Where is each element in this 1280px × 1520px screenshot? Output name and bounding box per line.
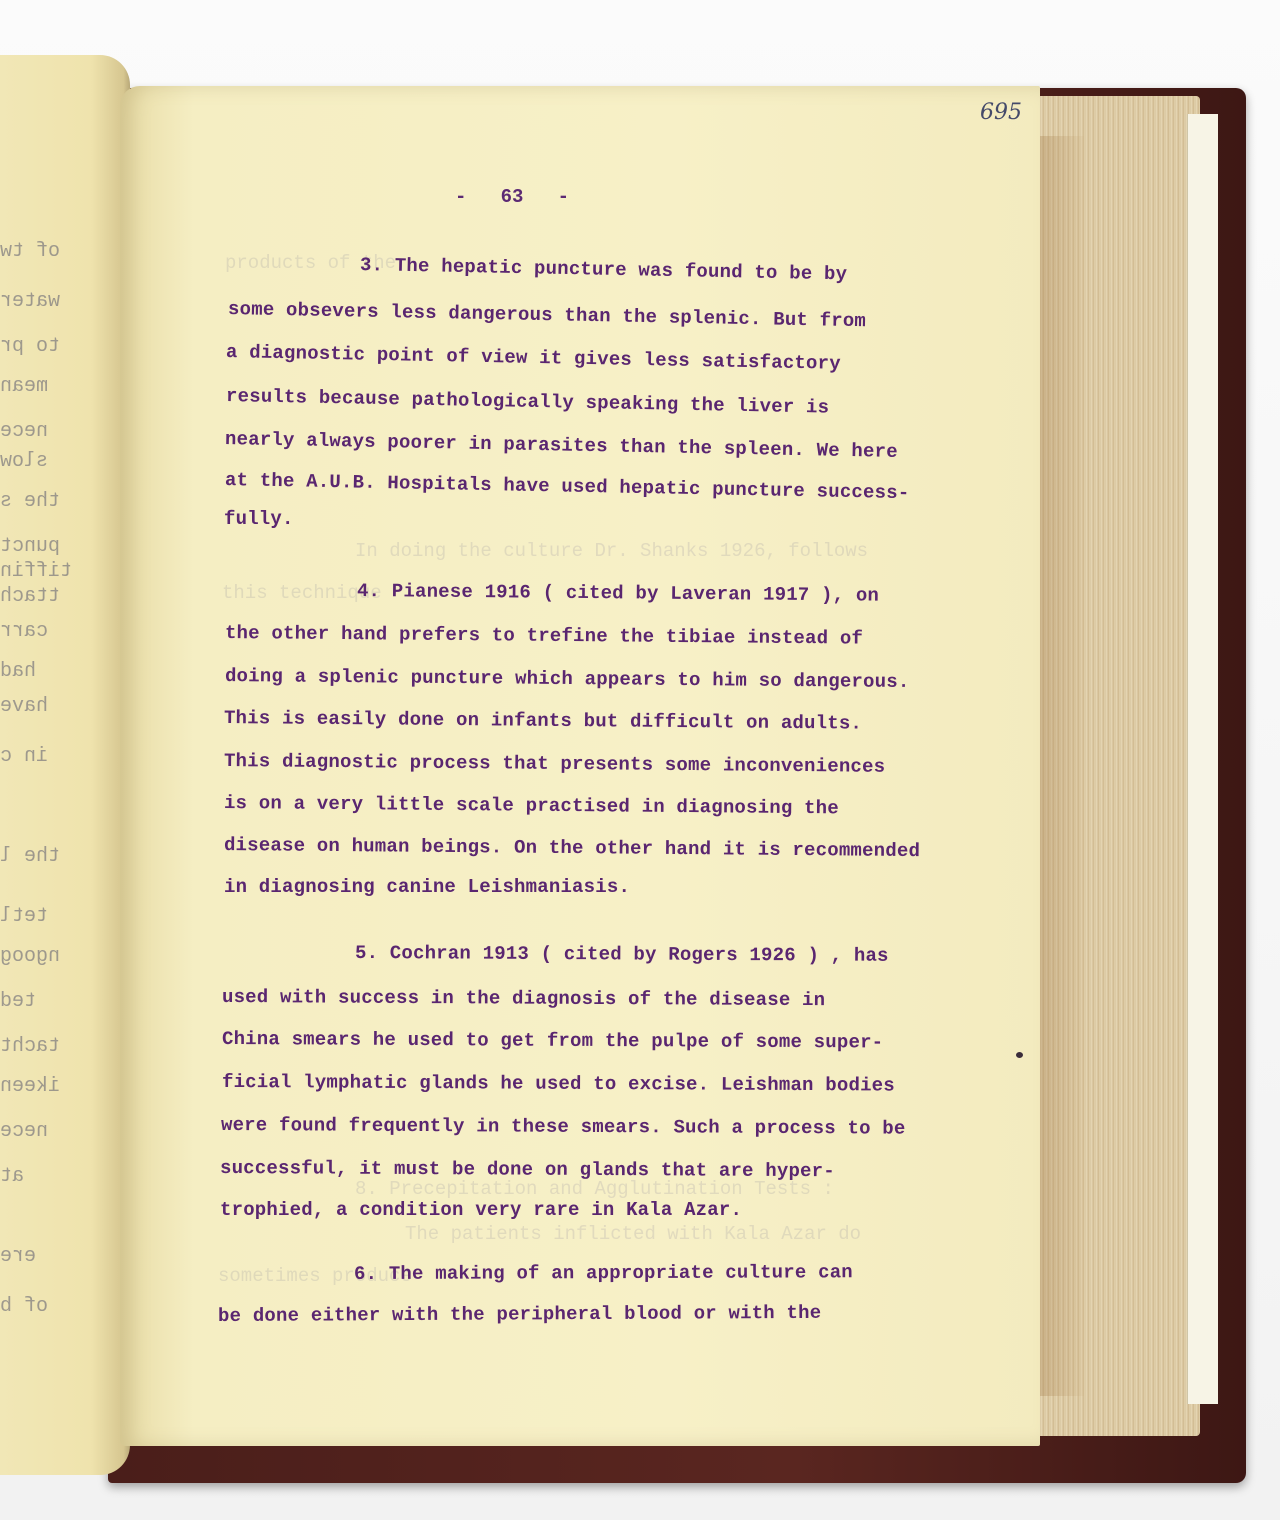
bleed-through-text: In doing the culture Dr. Shanks 1926, follows [355, 540, 869, 562]
text-line: This diagnostic process that presents some inconveniences [223, 750, 886, 778]
facing-page-fragment: carr [0, 620, 49, 643]
facing-page-fragment: tiffin [0, 560, 73, 583]
page-edge-stain [1034, 136, 1084, 1396]
facing-page-fragment: mean [0, 375, 49, 398]
facing-page-fragment: of tw [0, 240, 61, 263]
text-line: 6. The making of an appropriate culture can [353, 1261, 853, 1285]
facing-page-fragment: ere [0, 1245, 37, 1268]
text-line: some obsevers less dangerous than the splenic. But from [227, 298, 867, 333]
facing-page-fragment: had [0, 660, 37, 683]
facing-page-fragment: in c [0, 745, 49, 768]
text-line: results because pathologically speaking the liver is [225, 385, 830, 419]
text-line: China smears he used to get from the pulpe of some super- [221, 1028, 884, 1054]
bleed-through-text: products of the [225, 252, 397, 274]
facing-page-fragment: to pr [0, 335, 61, 358]
facing-page-fragment: of b [0, 1295, 49, 1318]
bleed-through-text: 8. Precepitation and Agglutination Tests : [355, 1178, 834, 1200]
facing-page-fragment: ted [0, 990, 37, 1013]
facing-page-fragment: ikeen [0, 1075, 61, 1098]
text-line: doing a splenic puncture which appears to him so dangerous. [224, 665, 910, 693]
text-line: 5. Cochran 1913 ( cited by Rogers 1926 ) , has [354, 942, 889, 967]
facing-page [0, 55, 130, 1475]
text-line: ficial lymphatic glands he used to excise. Leishman bodies [221, 1071, 895, 1097]
text-line: a diagnostic point of view it gives less satisfactory [225, 341, 842, 375]
page-number: - 63 - [455, 186, 570, 208]
facing-page-fragment: the s [0, 490, 61, 513]
text-line: disease on human beings. On the other hand it is recommended [223, 834, 921, 863]
text-line: were found frequently in these smears. Such a process to be [220, 1114, 906, 1140]
facing-page-fragment: the l [0, 845, 61, 868]
inserted-sheet-edge [1187, 114, 1218, 1404]
text-line: This is easily done on infants but difficult on adults. [223, 707, 863, 735]
text-line: trophied, a condition very rare in Kala Azar. [220, 1199, 743, 1221]
text-line: 3. The hepatic puncture was found to be by [359, 254, 848, 286]
text-line: 4. Pianese 1916 ( cited by Laveran 1917 ), on [356, 580, 880, 607]
facing-page-fragment: nece [0, 1120, 49, 1143]
text-line: in diagnosing canine Leishmaniasis. [224, 876, 631, 898]
ink-spot [1016, 1052, 1023, 1058]
text-line: is on a very little scale practised in diagnosing the [223, 792, 839, 820]
text-line: the other hand prefers to trefine the tibiae instead of [224, 622, 864, 650]
bleed-through-text: The patients inflicted with Kala Azar do [405, 1223, 862, 1245]
page-edges [1030, 96, 1200, 1436]
facing-page-fragment: nece [0, 420, 49, 443]
facing-page-fragment: punct [0, 535, 61, 558]
text-line: at the A.U.B. Hospitals have used hepatic puncture success- [224, 469, 910, 505]
facing-page-fragment: at [0, 1165, 25, 1188]
facing-page-fragment: ttach [0, 585, 61, 608]
bleed-through-text: sometimes produce [218, 1265, 412, 1287]
facing-page-fragment: tacht [0, 1035, 61, 1058]
bleed-through-text: this technique [222, 582, 382, 604]
text-line: fully. [224, 508, 294, 530]
facing-page-fragment: ngoog [0, 945, 61, 968]
text-line: successful, it must be done on glands that are hyper- [219, 1157, 835, 1183]
facing-page-fragment: water [0, 290, 61, 313]
text-line: nearly always poorer in parasites than the spleen. We here [224, 428, 899, 463]
facing-page-fragment: slow [0, 450, 49, 473]
facing-page-fragment: have [0, 695, 49, 718]
text-line: used with success in the diagnosis of the disease in [221, 986, 826, 1012]
text-line: be done either with the peripheral blood or with the [217, 1301, 822, 1327]
folio-number: 695 [980, 100, 1022, 125]
facing-page-fragment: tetl [0, 905, 49, 928]
